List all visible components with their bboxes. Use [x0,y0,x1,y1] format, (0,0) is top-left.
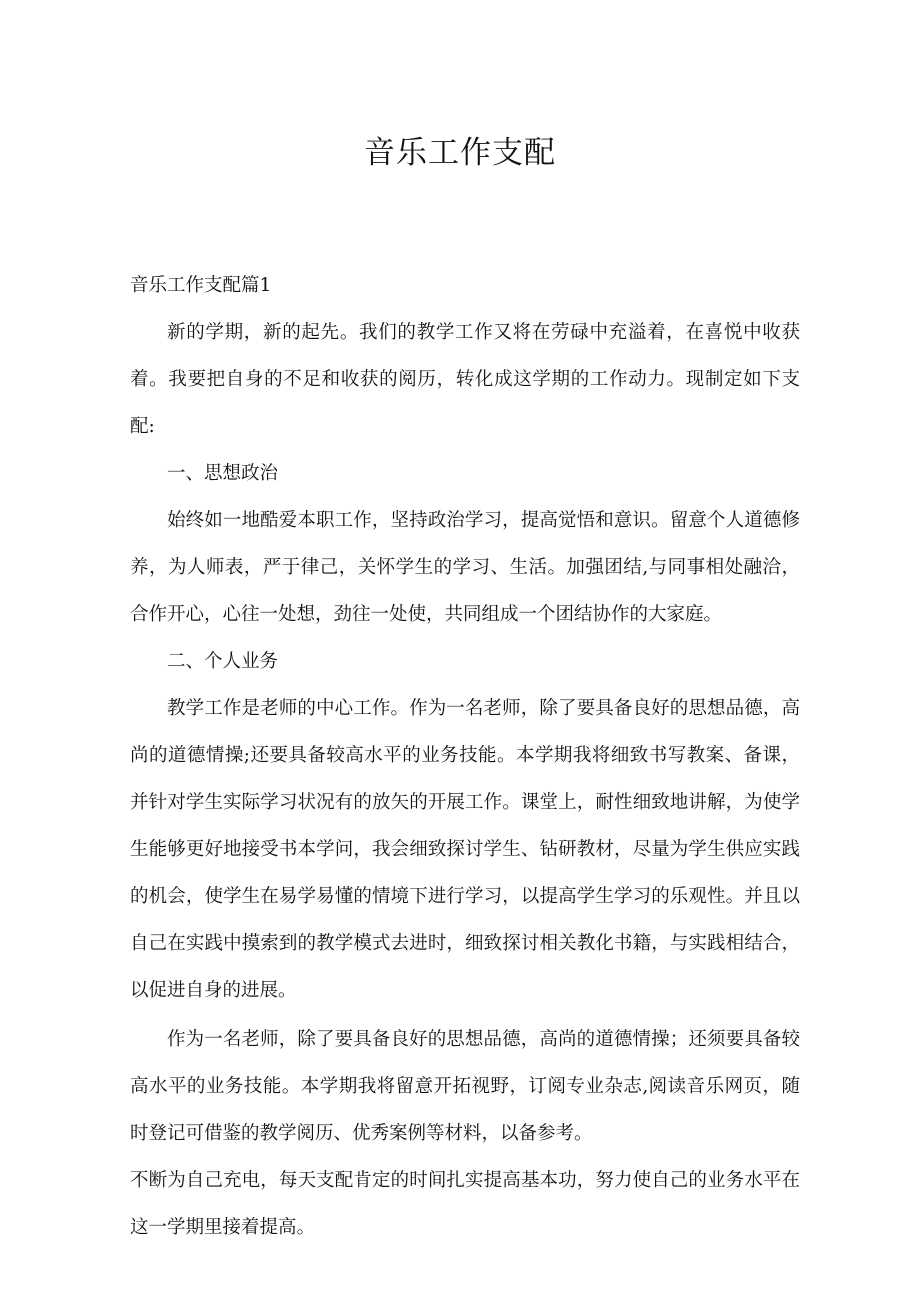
document-body [130,262,800,1251]
paragraph-teaching-work: 教学工作是老师的中心工作。作为一名老师，除了要具备良好的思想品德，高尚的道德情操;还要具备较高水平的业务技能。本学期我将细致书写教案、备课，并针对学生实际学习状况有的放矢的开展工作。课堂上，耐性细致地讲解，为使学生能够更好地接受书本学问，我会细致探讨学生、钻研教材，尽量为学生供应实践的机会，使学生在易学易懂的情境下进行学习，以提高学生学习的乐观性。并且以自己在实践中摸索到的教学模式去进时，细致探讨相关教化书籍，与实践相结合，以促进自身的进展。 [130,698,800,1001]
section-heading: 音乐工作支配篇1 [130,275,272,296]
paragraph-thought-politics: 始终如一地酷爱本职工作，坚持政治学习，提高觉悟和意识。留意个人道德修养，为人师表，严于律己，关怀学生的学习、生活。加强团结,与同事相处融洽，合作开心，心往一处想，劲往一处使，共同组成一个团结协作的大家庭。 [130,510,800,625]
paragraph-professional-skills: 作为一名老师，除了要具备良好的思想品德，高尚的道德情操；还须要具备较高水平的业务技能。本学期我将留意开拓视野，订阅专业杂志,阅读音乐网页，随时登记可借鉴的教学阅历、优秀案例等材料，以备参考。 [130,1029,800,1144]
document-title: 音乐工作支配 [364,135,556,171]
paragraph-intro: 新的学期，新的起先。我们的教学工作又将在劳碌中充溢着，在喜悦中收获着。我要把自身的不足和收获的阅历，转化成这学期的工作动力。现制定如下支配: [130,322,800,437]
heading-thought-politics: 一、思想政治 [167,463,279,484]
heading-personal-business: 二、个人业务 [167,651,279,672]
paragraph-self-improvement: 不断为自己充电，每天支配肯定的时间扎实提高基本功，努力使自己的业务水平在这一学期里接着提高。 [130,1170,800,1238]
